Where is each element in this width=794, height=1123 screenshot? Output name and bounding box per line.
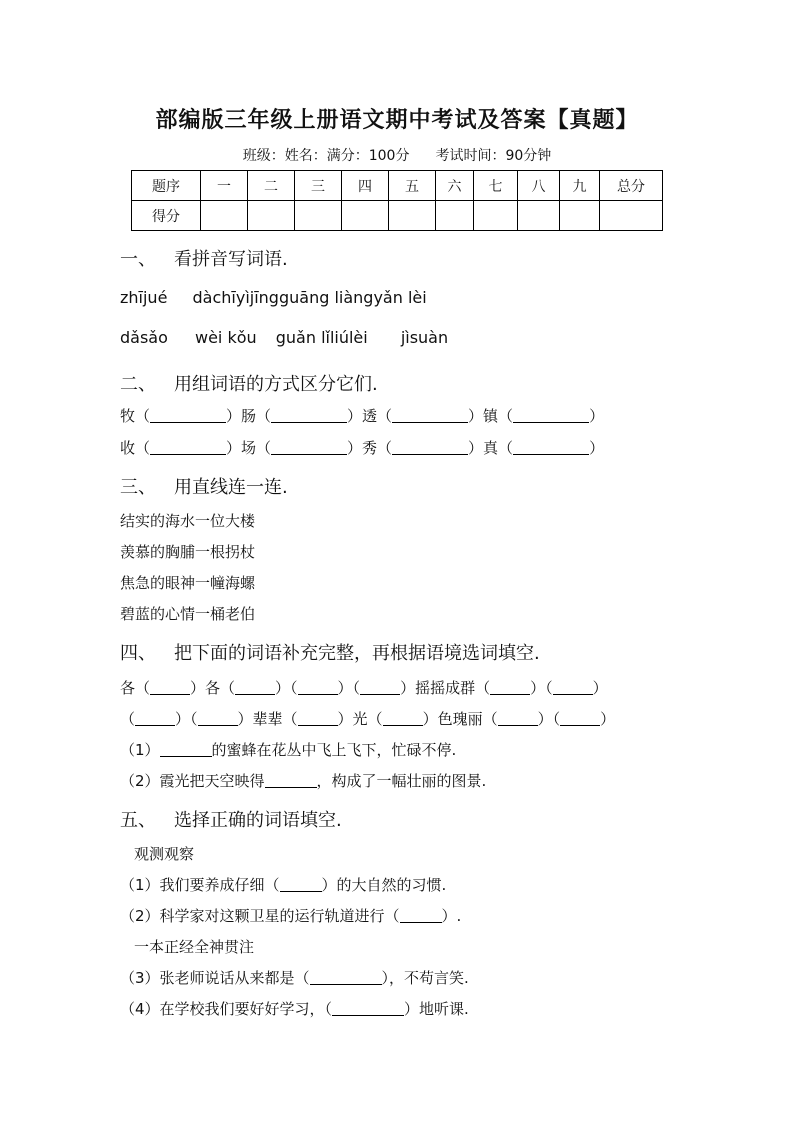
score-cell[interactable] [295, 201, 342, 231]
answer-blank[interactable] [135, 710, 175, 726]
score-cell[interactable] [560, 201, 600, 231]
row-text: ）摇摇成群（ [400, 679, 491, 697]
section-title: 用直线连一连. [174, 477, 288, 498]
answer-blank[interactable] [160, 741, 212, 757]
page-title: 部编版三年级上册语文期中考试及答案【真题】 [155, 107, 639, 133]
section-4-heading [120, 639, 540, 665]
row-text: ）（ [175, 710, 198, 728]
row-text: ）（ [530, 679, 553, 697]
match-item: 羡慕的胸脯一根拐杖 [120, 543, 256, 561]
section-number: 四、 [120, 643, 156, 664]
header-cell: 总分 [600, 171, 663, 201]
section-3-heading [120, 473, 288, 499]
section-number: 二、 [120, 374, 156, 395]
pinyin-item: dàchīyìjīngguāng liàngyǎn lèi [192, 288, 427, 307]
header-cell: 八 [518, 171, 560, 201]
score-table-score-row [132, 201, 663, 231]
score-cell[interactable] [518, 201, 560, 231]
match-item: 碧蓝的心情一桶老伯 [120, 605, 256, 623]
answer-blank[interactable] [150, 407, 226, 423]
answer-blank[interactable] [560, 710, 600, 726]
score-cell[interactable] [600, 201, 663, 231]
pinyin-item: dǎsǎo [120, 328, 168, 347]
score-table [131, 170, 663, 231]
question-text: ，构成了一幅壮丽的图景. [316, 772, 487, 790]
section-number: 三、 [120, 477, 156, 498]
pinyin-line-1 [120, 288, 427, 307]
word-group-row-2 [120, 437, 604, 458]
idiom-row-2 [120, 708, 615, 729]
header-cell: 七 [474, 171, 518, 201]
score-cell[interactable] [436, 201, 474, 231]
choice-question-4 [120, 998, 469, 1019]
class-name-score-info: 班级：姓名：满分：100分 [242, 148, 410, 164]
question-text: （1）我们要养成仔细（ [120, 876, 280, 894]
pinyin-item: wèi kǒu [194, 328, 257, 347]
choice-question-2 [120, 905, 461, 926]
row-text: ） [600, 710, 616, 728]
section-5-heading [120, 806, 342, 832]
row-text: ） [589, 407, 605, 425]
row-text: ）各（ [190, 679, 236, 697]
question-text: ）地听课. [404, 1000, 469, 1018]
row-text: ）真（ [468, 439, 514, 457]
answer-blank[interactable] [392, 439, 468, 455]
row-text: 收（ [120, 439, 151, 457]
answer-blank[interactable] [280, 876, 322, 892]
choice-question-3 [120, 967, 469, 988]
row-text: ） [592, 679, 608, 697]
score-cell[interactable] [342, 201, 389, 231]
answer-blank[interactable] [198, 710, 238, 726]
row-text: ）色瑰丽（ [422, 710, 498, 728]
question-text: （3）张老师说话从来都是（ [120, 969, 310, 987]
answer-blank[interactable] [150, 439, 226, 455]
answer-blank[interactable] [513, 439, 589, 455]
header-cell: 六 [436, 171, 474, 201]
question-text: （2）科学家对这颗卫星的运行轨道进行（ [120, 907, 400, 925]
idiom-row-1 [120, 677, 608, 698]
section-number: 一、 [120, 249, 156, 270]
answer-blank[interactable] [332, 1000, 404, 1016]
word-bank-1: 观测观察 [134, 845, 195, 863]
word-bank-2: 一本正经全神贯注 [134, 938, 255, 956]
score-table-header-row [132, 171, 663, 201]
answer-blank[interactable] [235, 679, 275, 695]
section-title: 选择正确的词语填空. [174, 810, 342, 831]
question-text: （4）在学校我们要好好学习，（ [120, 1000, 333, 1018]
question-text: 的蜜蜂在花丛中飞上飞下，忙碌不停. [211, 741, 457, 759]
section-title: 把下面的词语补充完整，再根据语境选词填空. [174, 643, 540, 664]
choice-question-1 [120, 874, 446, 895]
row-label: 得分 [132, 201, 201, 231]
answer-blank[interactable] [392, 407, 468, 423]
section-title: 看拼音写词语. [174, 249, 288, 270]
row-text: ）秀（ [347, 439, 393, 457]
answer-blank[interactable] [265, 772, 317, 788]
row-text: （ [120, 710, 136, 728]
answer-blank[interactable] [498, 710, 538, 726]
answer-blank[interactable] [383, 710, 423, 726]
header-cell: 二 [248, 171, 295, 201]
row-text: ）肠（ [226, 407, 272, 425]
pinyin-item: zhījué [120, 288, 168, 307]
answer-blank[interactable] [310, 969, 382, 985]
fill-question-2 [120, 770, 486, 791]
header-cell: 题序 [132, 171, 201, 201]
answer-blank[interactable] [360, 679, 400, 695]
word-group-row-1 [120, 405, 604, 426]
score-cell[interactable] [474, 201, 518, 231]
score-cell[interactable] [248, 201, 295, 231]
answer-blank[interactable] [490, 679, 530, 695]
row-text: 牧（ [120, 407, 151, 425]
answer-blank[interactable] [150, 679, 190, 695]
row-text: ）光（ [337, 710, 383, 728]
row-text: ）透（ [347, 407, 393, 425]
row-text: ） [589, 439, 605, 457]
section-1-heading [120, 245, 288, 271]
row-text: ）（ [537, 710, 561, 728]
answer-blank[interactable] [298, 679, 338, 695]
pinyin-item: jìsuàn [400, 328, 449, 347]
match-item: 焦急的眼神一幢海螺 [120, 574, 256, 592]
answer-blank[interactable] [400, 907, 442, 923]
question-text: ）的大自然的习惯. [321, 876, 447, 894]
row-text: ）（ [275, 679, 298, 697]
header-cell: 四 [342, 171, 389, 201]
exam-info [0, 145, 794, 165]
answer-blank[interactable] [298, 710, 338, 726]
question-text: ），不苟言笑. [381, 969, 469, 987]
answer-blank[interactable] [271, 407, 347, 423]
header-cell: 三 [295, 171, 342, 201]
score-cell[interactable] [201, 201, 248, 231]
section-title: 用组词语的方式区分它们. [174, 374, 378, 395]
section-number: 五、 [120, 810, 156, 831]
question-text: （2）霞光把天空映得 [120, 772, 265, 790]
fill-question-1 [120, 739, 456, 760]
question-text: ）. [441, 907, 462, 925]
row-text: ）镇（ [468, 407, 514, 425]
exam-time-info: 考试时间：90分钟 [435, 148, 552, 164]
answer-blank[interactable] [271, 439, 347, 455]
row-text: ）辈辈（ [237, 710, 298, 728]
score-cell[interactable] [389, 201, 436, 231]
question-text: （1） [120, 741, 160, 759]
header-cell: 五 [389, 171, 436, 201]
row-text: ）（ [337, 679, 361, 697]
row-text: ）场（ [226, 439, 272, 457]
section-2-heading [120, 370, 378, 396]
row-text: 各（ [120, 679, 151, 697]
pinyin-line-2 [120, 328, 448, 347]
header-cell: 一 [201, 171, 248, 201]
pinyin-item: guǎn lǐliúlèi [275, 328, 368, 347]
match-item: 结实的海水一位大楼 [120, 512, 256, 530]
header-cell: 九 [560, 171, 600, 201]
answer-blank[interactable] [513, 407, 589, 423]
answer-blank[interactable] [553, 679, 593, 695]
